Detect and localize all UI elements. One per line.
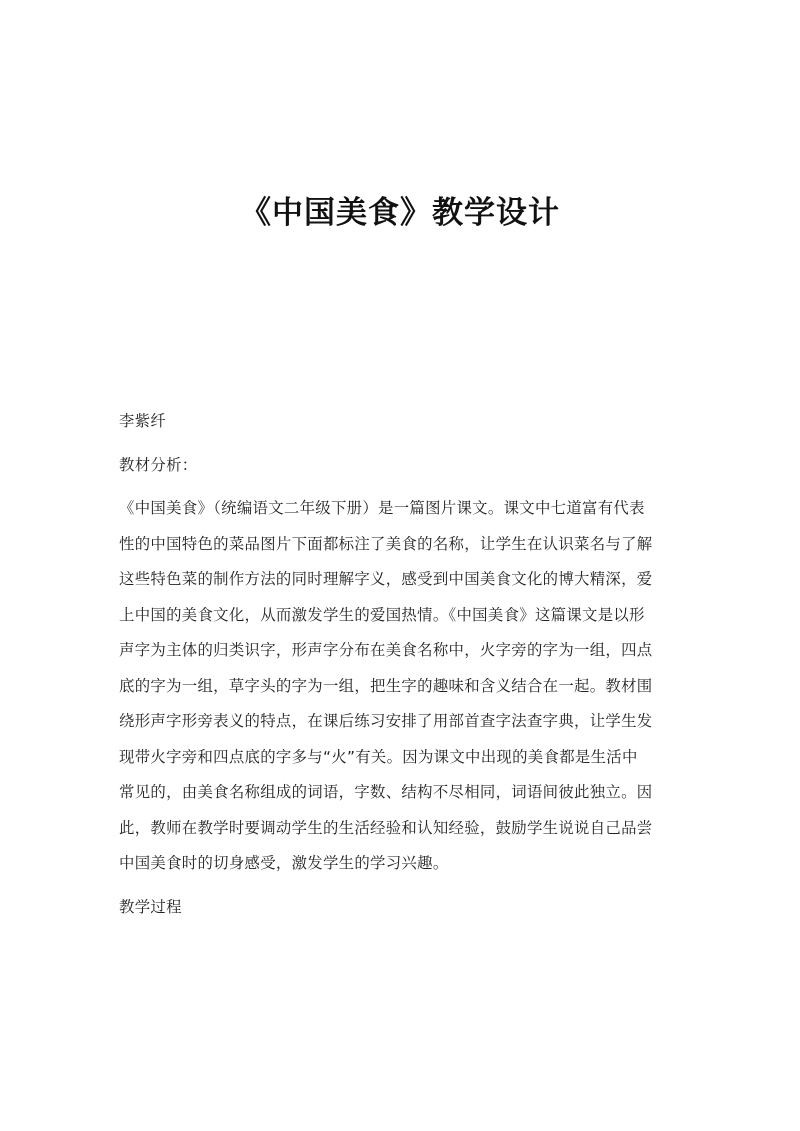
section-heading-analysis: 教材分析： — [119, 455, 198, 474]
paragraph-line: 绕形声字形旁表义的特点，在课后练习安排了用部首查字法查字典，让学生发 — [119, 712, 653, 730]
paragraph-line: 现带火字旁和四点底的字多与“火”有关。因为课文中出现的美食都是生活中 — [119, 747, 638, 766]
author-name: 李紫纤 — [119, 412, 167, 430]
paragraph-line: 性的中国特色的菜品图片下面都标注了美食的名称，让学生在认识菜名与了解 — [119, 534, 653, 553]
document-title: 《中国美食》教学设计 — [240, 195, 560, 231]
paragraph-line: 《中国美食》（统编语文二年级下册）是一篇图片课文。课文中七道富有代表 — [119, 499, 645, 517]
paragraph-line: 底的字为一组，草字头的字为一组，把生字的趣味和含义结合在一起。教材围 — [119, 676, 653, 695]
paragraph-line: 这些特色菜的制作方法的同时理解字义，感受到中国美食文化的博大精深，爱 — [119, 570, 653, 588]
paragraph-line: 中国美食时的切身感受，激发学生的学习兴趣。 — [119, 854, 449, 872]
paragraph-line: 声字为主体的归类识字，形声字分布在美食名称中，火字旁的字为一组，四点 — [119, 641, 653, 659]
analysis-paragraph — [119, 491, 679, 882]
section-heading-process: 教学过程 — [119, 897, 182, 916]
paragraph-line: 常见的，由美食名称组成的词语，字数、结构不尽相同，词语间彼此独立。因 — [119, 783, 653, 801]
document-body — [119, 404, 679, 925]
paragraph-line: 此，教师在教学时要调动学生的生活经验和认知经验，鼓励学生说说自己品尝 — [119, 818, 653, 837]
paragraph-line: 上中国的美食文化，从而激发学生的爱国热情。《中国美食》这篇课文是以形 — [119, 605, 645, 624]
